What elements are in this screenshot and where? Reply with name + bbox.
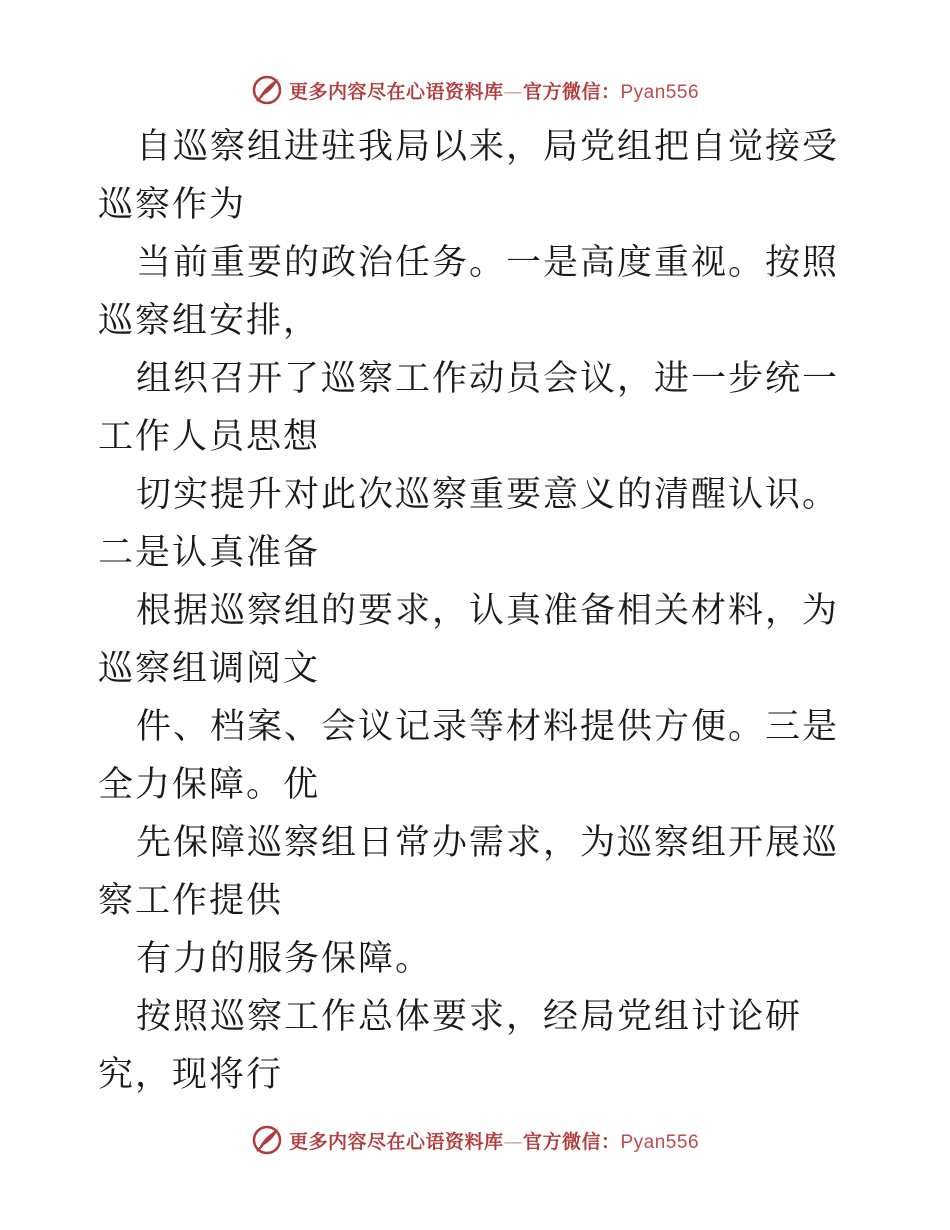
paragraph: 根据巡察组的要求，认真准备相关材料，为巡察组调阅文 — [98, 591, 840, 689]
watermark-title: 更多内容尽在心语资料库 — [288, 80, 504, 103]
paragraph: 按照巡察工作总体要求，经局党组讨论研究，现将行 — [98, 997, 803, 1095]
paragraph: 自巡察组进驻我局以来，局党组把自觉接受巡察作为 — [98, 127, 840, 225]
watermark-contact-id: Pyan556 — [620, 1131, 700, 1153]
document-body — [98, 118, 858, 1104]
paragraph: 组织召开了巡察工作动员会议，进一步统一工作人员思想 — [98, 359, 840, 457]
paragraph: 件、档案、会议记录等材料提供方便。三是全力保障。优 — [98, 707, 840, 805]
watermark-header — [0, 70, 950, 110]
watermark-dash: — — [503, 1130, 523, 1153]
watermark-contact-label: 官方微信： — [522, 1130, 621, 1153]
paragraph: 切实提升对此次巡察重要意义的清醒认识。二是认真准备 — [98, 475, 840, 573]
feather-pen-logo-icon — [251, 1124, 283, 1156]
paragraph: 当前重要的政治任务。一是高度重视。按照巡察组安排， — [98, 243, 840, 341]
feather-pen-logo-icon — [251, 74, 283, 106]
watermark-footer — [0, 1120, 950, 1160]
watermark-dash: — — [503, 80, 523, 103]
watermark-title: 更多内容尽在心语资料库 — [288, 1130, 504, 1153]
watermark-contact-label: 官方微信： — [522, 80, 621, 103]
paragraph: 先保障巡察组日常办需求，为巡察组开展巡察工作提供 — [98, 823, 840, 921]
paragraph: 有力的服务保障。 — [136, 939, 433, 979]
watermark-text — [289, 1127, 699, 1154]
watermark-text — [289, 77, 699, 104]
watermark-contact-id: Pyan556 — [620, 81, 700, 103]
